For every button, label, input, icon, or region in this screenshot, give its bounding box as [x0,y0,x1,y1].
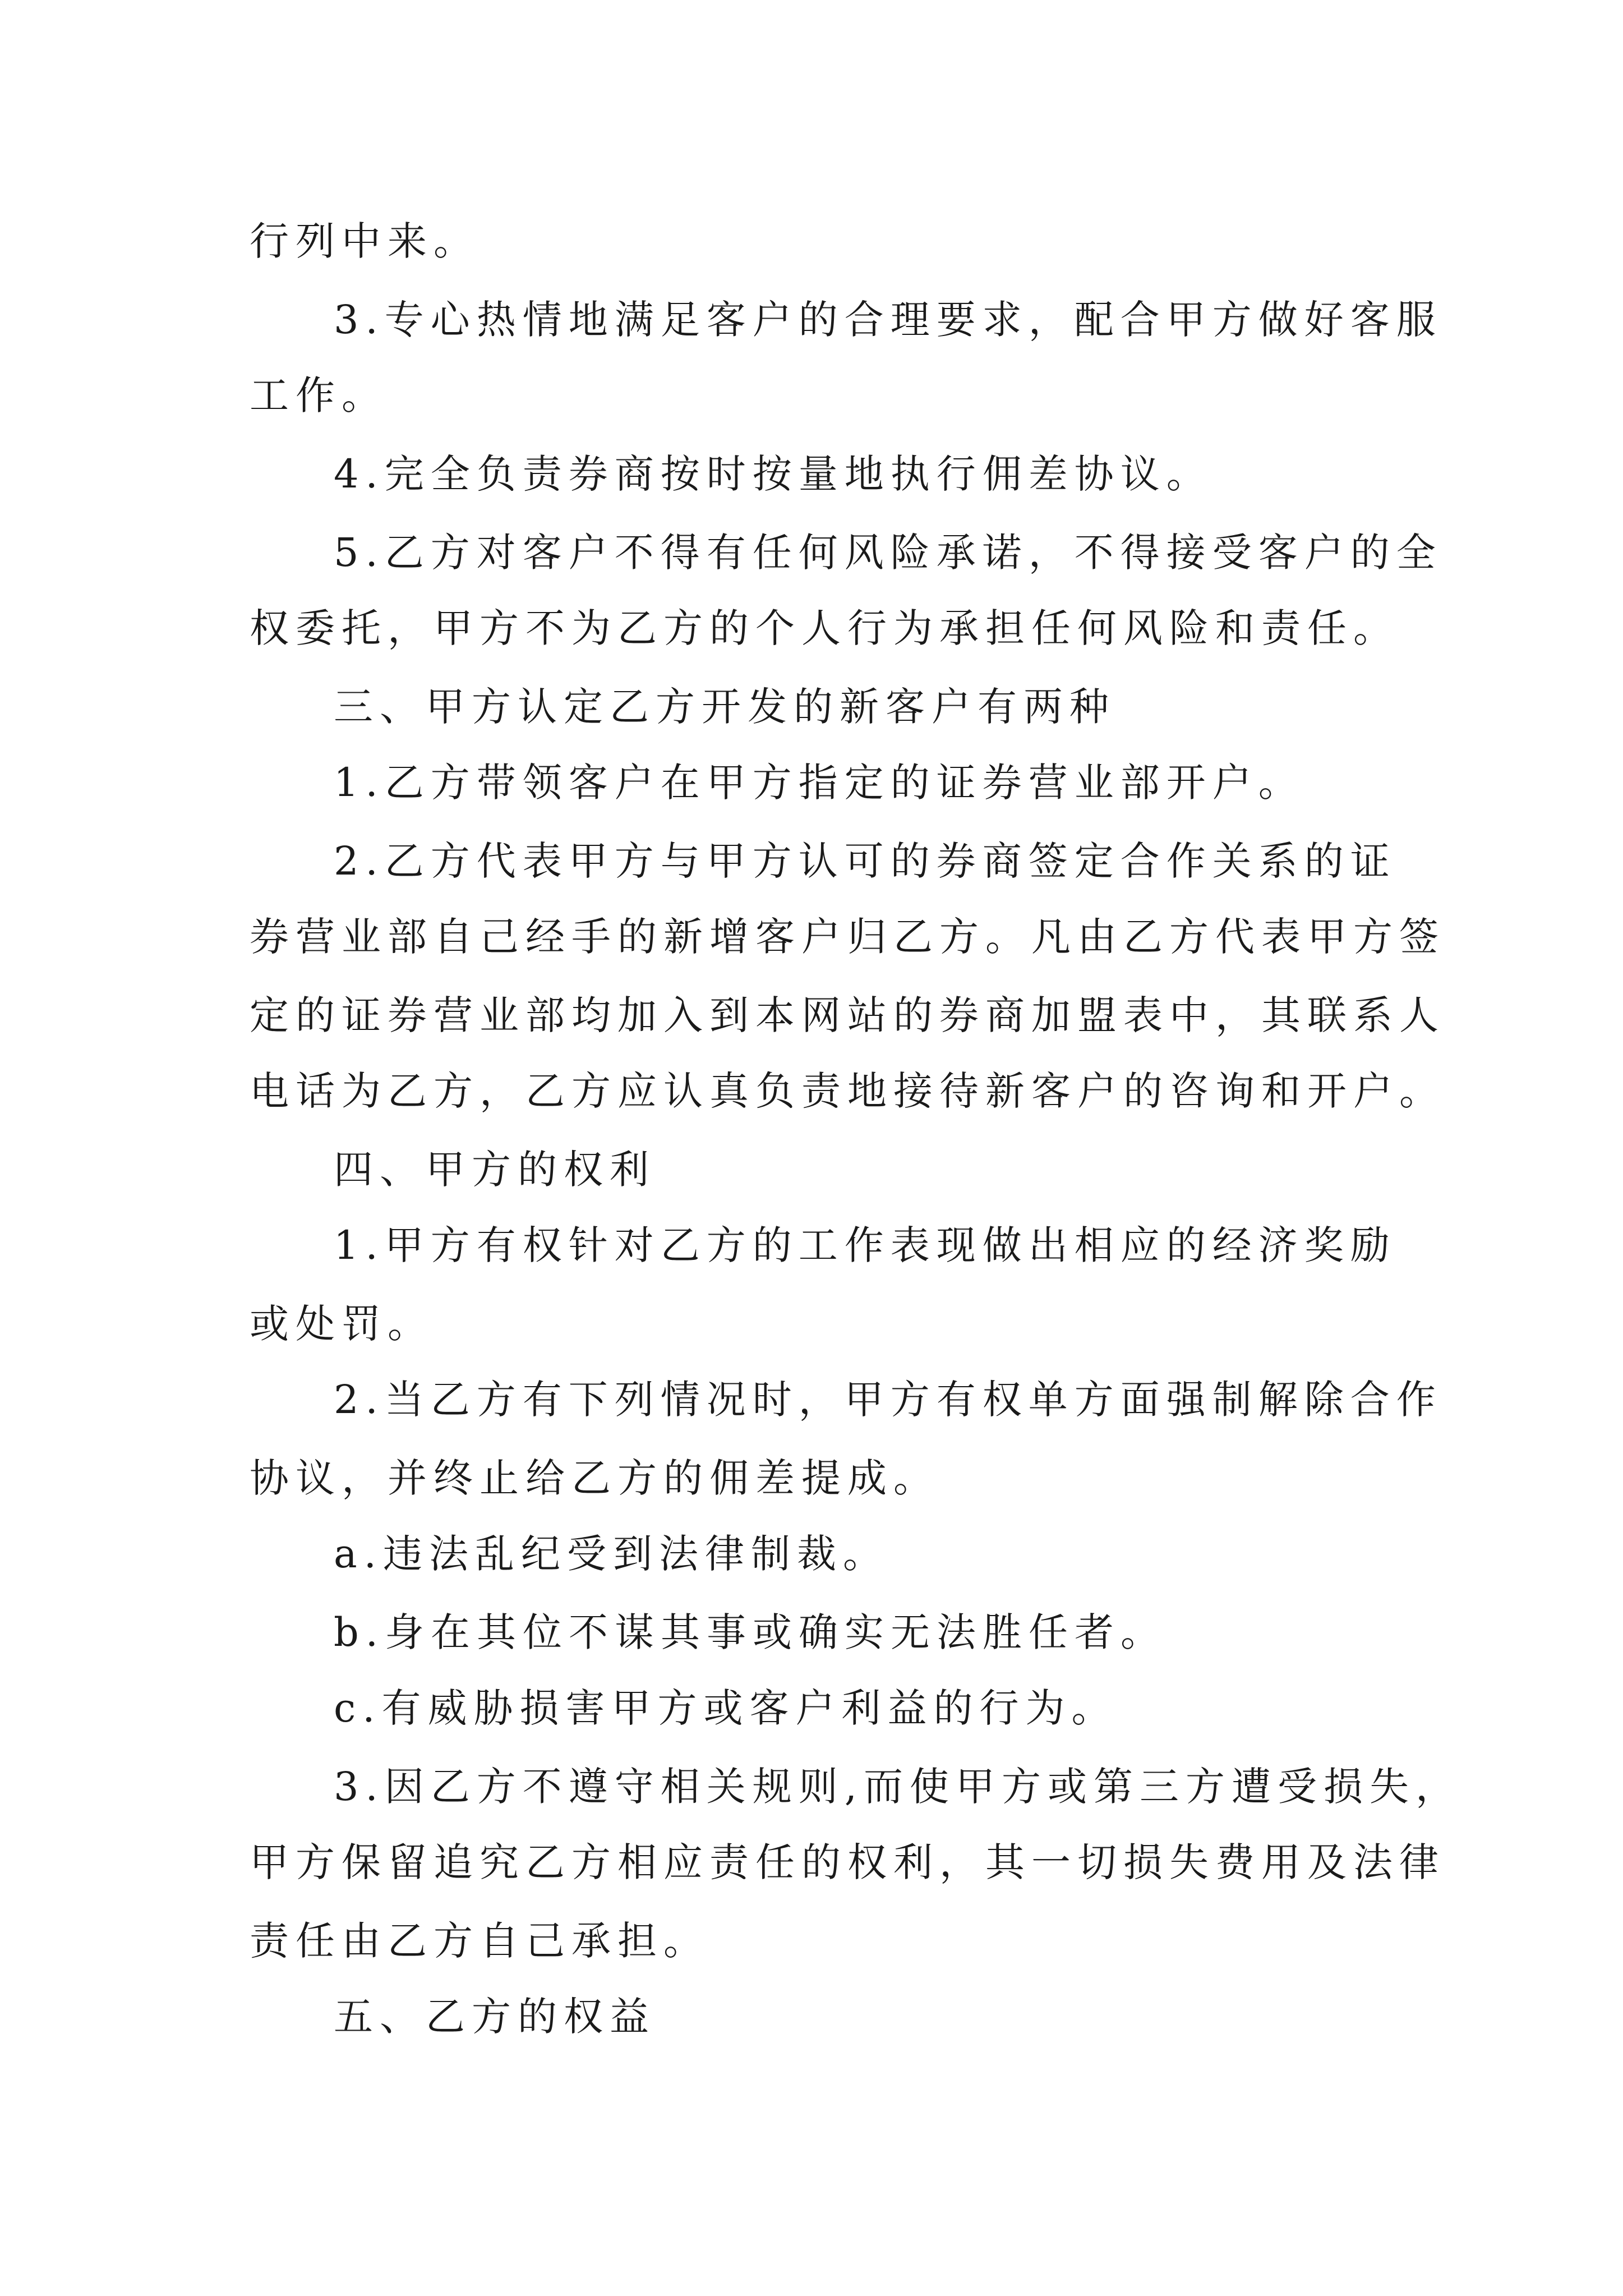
text-line: 4.完全负责券商按时按量地执行佣差协议。 [334,451,1212,497]
text-line: 电话为乙方，乙方应认真负责地接待新客户的咨询和开户。 [250,1068,1445,1114]
text-line: 5.乙方对客户不得有任何风险承诺，不得接受客户的全 [334,530,1442,576]
text-line: 券营业部自己经手的新增客户归乙方。凡由乙方代表甲方签 [250,914,1445,960]
text-line: 责任由乙方自己承担。 [250,1918,709,1964]
text-line: 1.乙方带领客户在甲方指定的证券营业部开户。 [334,760,1304,806]
section-heading: 五、乙方的权益 [334,1994,656,2040]
text-line: 协议，并终止给乙方的佣差提成。 [250,1455,939,1501]
text-line: c.有威胁损害甲方或客户利益的行为。 [334,1685,1118,1731]
text-line: 定的证券营业部均加入到本网站的券商加盟表中，其联系人 [250,992,1445,1038]
text-line: 工作。 [250,372,388,418]
text-line: 行列中来。 [250,218,479,264]
text-line: 1.甲方有权针对乙方的工作表现做出相应的经济奖励 [334,1222,1396,1268]
section-heading: 三、甲方认定乙方开发的新客户有两种 [334,684,1115,730]
text-line: 3.专心热情地满足客户的合理要求，配合甲方做好客服 [334,297,1442,343]
section-heading: 四、甲方的权利 [334,1147,656,1193]
text-line: 3.因乙方不遵守相关规则,而使甲方或第三方遭受损失， [334,1764,1462,1810]
text-line: b.身在其位不谋其事或确实无法胜任者。 [334,1609,1167,1655]
text-line: 甲方保留追究乙方相应责任的权利，其一切损失费用及法律 [250,1839,1445,1885]
text-line: a.违法乱纪受到法律制裁。 [334,1531,889,1577]
text-line: 权委托，甲方不为乙方的个人行为承担任何风险和责任。 [250,605,1399,651]
text-line: 2.当乙方有下列情况时，甲方有权单方面强制解除合作 [334,1377,1442,1423]
text-line: 2.乙方代表甲方与甲方认可的券商签定合作关系的证 [334,838,1396,884]
text-line: 或处罚。 [250,1301,434,1347]
